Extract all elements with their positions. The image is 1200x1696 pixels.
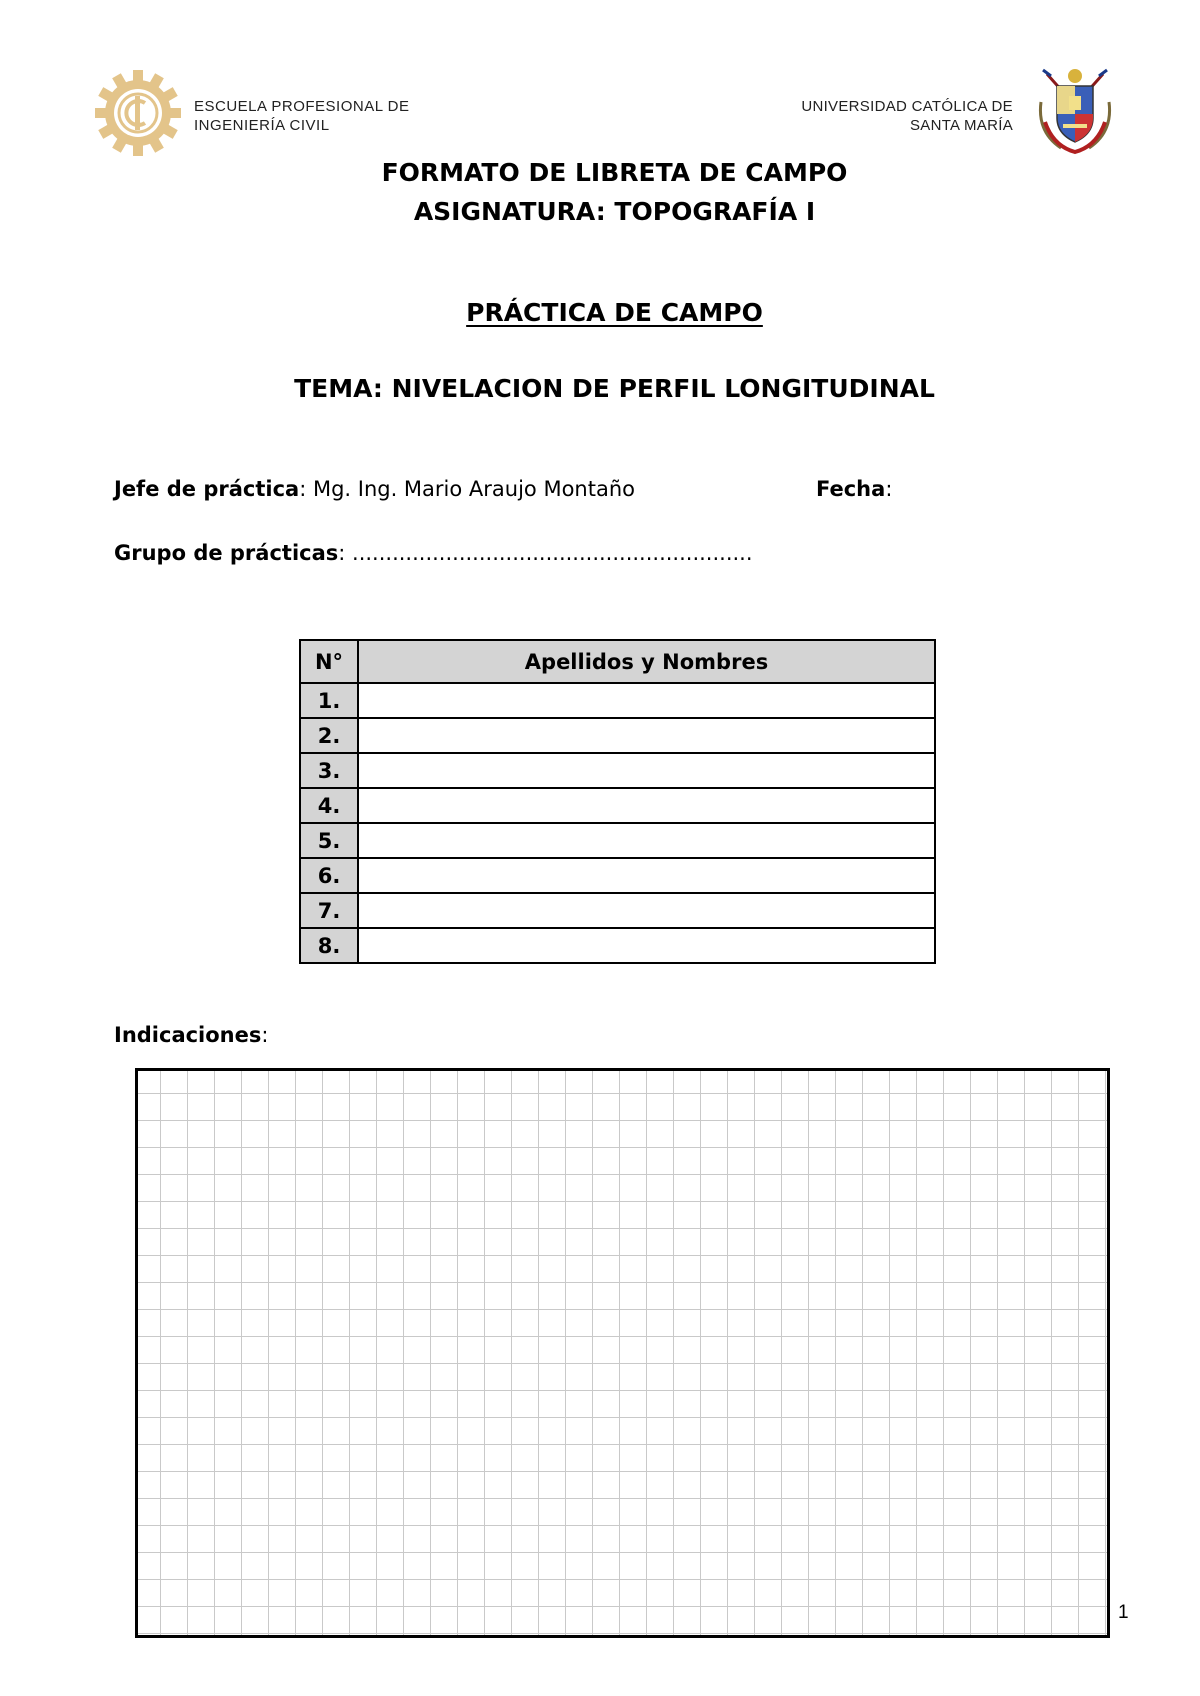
table-row [300, 683, 935, 718]
row-number: 7. [300, 893, 358, 928]
table-row [300, 893, 935, 928]
indicaciones-heading [114, 1023, 268, 1047]
grupo-de-practicas-field [114, 541, 753, 565]
table-row [300, 823, 935, 858]
indicaciones-colon: : [261, 1023, 269, 1047]
table-row [300, 858, 935, 893]
grid-notes-area[interactable] [135, 1068, 1110, 1638]
name-cell[interactable] [358, 858, 935, 893]
school-name-line1: ESCUELA PROFESIONAL DE [194, 98, 410, 115]
table-row [300, 788, 935, 823]
fecha-label: Fecha [816, 477, 886, 501]
row-number: 3. [300, 753, 358, 788]
row-number: 6. [300, 858, 358, 893]
grupo-label: Grupo de prácticas [114, 541, 339, 565]
name-cell[interactable] [358, 683, 935, 718]
jefe-value: : Mg. Ing. Mario Araujo Montaño [299, 477, 635, 501]
row-number: 4. [300, 788, 358, 823]
name-cell[interactable] [358, 788, 935, 823]
jefe-label: Jefe de práctica [114, 477, 300, 501]
practice-heading: PRÁCTICA DE CAMPO [466, 298, 763, 327]
page-number: 1 [1118, 1602, 1129, 1623]
fecha-value: : [885, 477, 893, 501]
university-name-line2: SANTA MARÍA [909, 117, 1013, 134]
table-row [300, 928, 935, 963]
name-cell[interactable] [358, 718, 935, 753]
row-number: 2. [300, 718, 358, 753]
university-name-line1: UNIVERSIDAD CATÓLICA DE [801, 98, 1013, 115]
document-title: FORMATO DE LIBRETA DE CAMPO [381, 158, 848, 187]
topic-heading: TEMA: NIVELACION DE PERFIL LONGITUDINAL [294, 374, 935, 403]
name-cell[interactable] [358, 753, 935, 788]
university-crest-icon [1033, 62, 1117, 156]
gear-ic-logo-icon [95, 70, 181, 156]
row-number: 8. [300, 928, 358, 963]
name-cell[interactable] [358, 928, 935, 963]
name-cell[interactable] [358, 823, 935, 858]
row-number: 5. [300, 823, 358, 858]
students-table [299, 639, 936, 964]
table-row [300, 718, 935, 753]
row-number: 1. [300, 683, 358, 718]
fecha-field [816, 477, 892, 501]
column-header-names: Apellidos y Nombres [358, 640, 935, 683]
column-header-number: N° [300, 640, 358, 683]
subject-title: ASIGNATURA: TOPOGRAFÍA I [413, 197, 816, 226]
university-name [801, 97, 1013, 135]
grupo-value: : ............................................................ [338, 541, 753, 565]
school-name-line2: INGENIERÍA CIVIL [194, 117, 330, 134]
jefe-de-practica-field [114, 477, 635, 501]
name-cell[interactable] [358, 893, 935, 928]
school-name [194, 97, 410, 135]
table-row [300, 753, 935, 788]
table-header-row [300, 640, 935, 683]
indicaciones-label: Indicaciones [114, 1023, 262, 1047]
